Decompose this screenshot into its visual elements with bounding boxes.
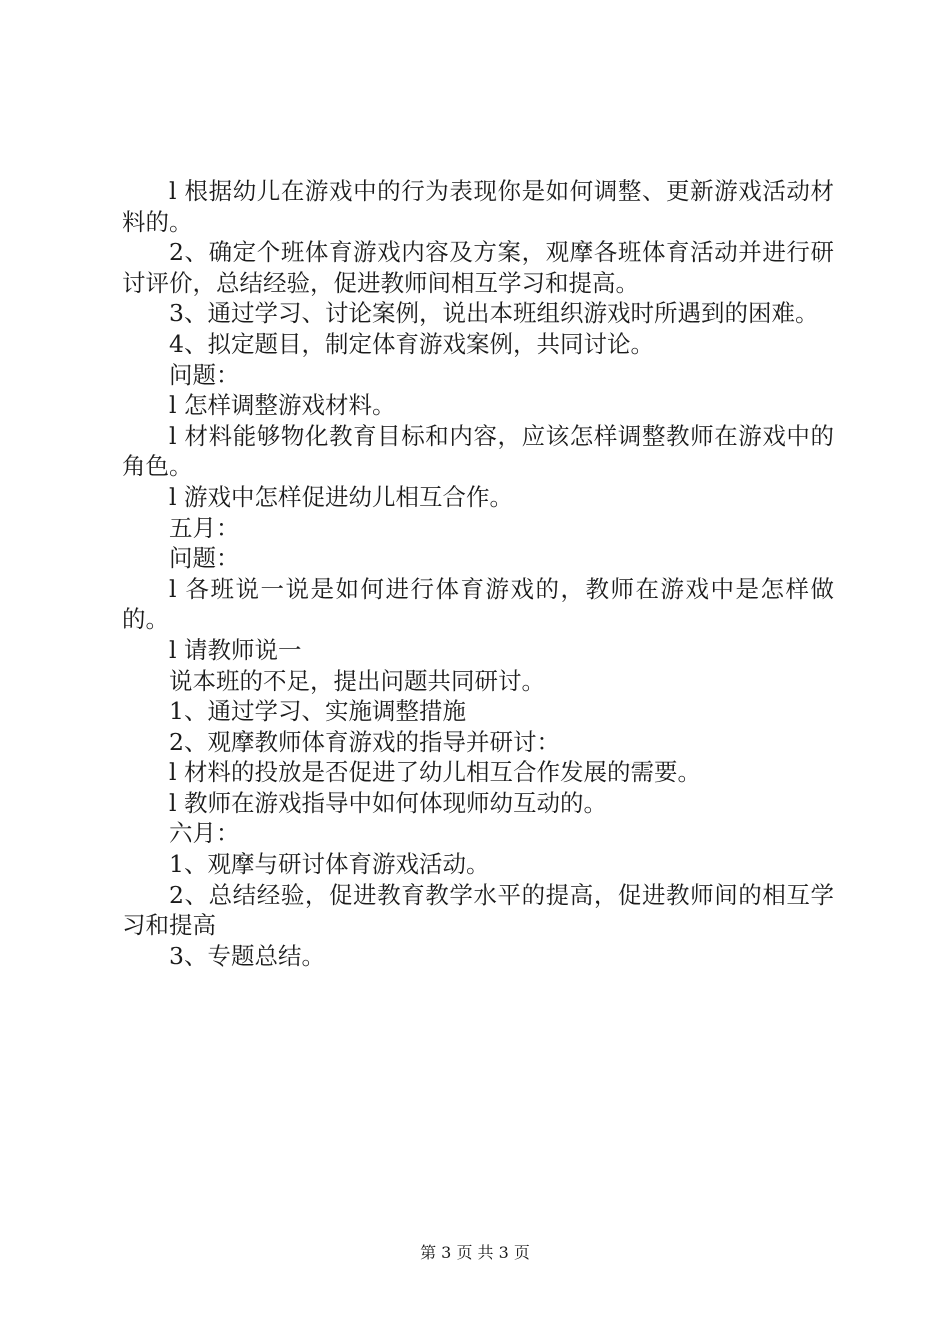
paragraph-20: 2、总结经验，促进教育教学水平的提高，促进教师间的相互学习和提高 [122, 880, 834, 940]
paragraph-14: 1、通过学习、实施调整措施 [169, 697, 466, 726]
paragraph-16: l 材料的投放是否促进了幼儿相互合作发展的需要。 [169, 758, 701, 787]
paragraph-15: 2、观摩教师体育游戏的指导并研讨： [169, 727, 560, 756]
paragraph-4: 4、拟定题目，制定体育游戏案例，共同讨论。 [169, 329, 654, 358]
paragraph-19: 1、观摩与研讨体育游戏活动。 [169, 850, 490, 879]
paragraph-7: l 材料能够物化教育目标和内容，应该怎样调整教师在游戏中的角色。 [122, 421, 834, 481]
paragraph-2: 2、确定个班体育游戏内容及方案，观摩各班体育活动并进行研讨评价，总结经验，促进教师间相互学习和提高。 [122, 238, 834, 297]
paragraph-12: l 请教师说一 [169, 635, 302, 664]
paragraph-5: 问题： [169, 360, 240, 389]
paragraph-1: l 根据幼儿在游戏中的行为表现你是如何调整、更新游戏活动材料的。 [122, 177, 834, 236]
paragraph-9: 五月： [169, 513, 240, 542]
paragraph-6: l 怎样调整游戏材料。 [169, 391, 396, 420]
paragraph-3: 3、通过学习、讨论案例，说出本班组织游戏时所遇到的困难。 [169, 299, 819, 328]
paragraph-21: 3、专题总结。 [169, 941, 325, 970]
paragraph-8: l 游戏中怎样促进幼儿相互合作。 [169, 482, 513, 511]
paragraph-13: 说本班的不足，提出问题共同研讨。 [169, 666, 545, 695]
document-body [122, 176, 834, 971]
paragraph-18: 六月： [169, 819, 240, 848]
paragraph-17: l 教师在游戏指导中如何体现师幼互动的。 [169, 788, 607, 817]
page-number-footer: 第 3 页 共 3 页 [420, 1243, 530, 1262]
paragraph-10: 问题： [169, 544, 240, 573]
paragraph-11: l 各班说一说是如何进行体育游戏的，教师在游戏中是怎样做的。 [122, 574, 834, 634]
